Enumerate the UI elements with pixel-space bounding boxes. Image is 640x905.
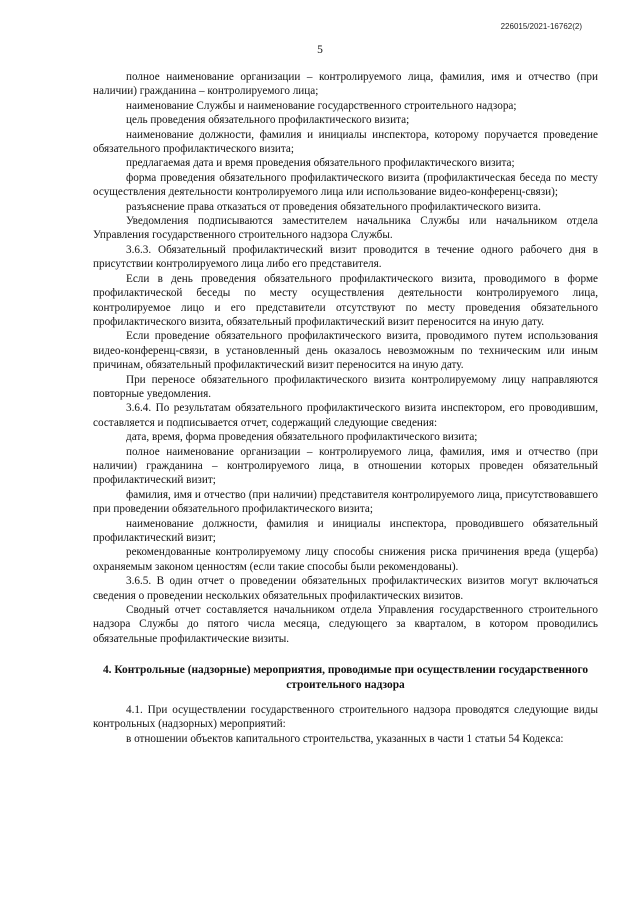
paragraph: разъяснение права отказаться от проведения обязательного профилактического визита. xyxy=(126,200,541,213)
paragraph: фамилия, имя и отчество (при наличии) представителя контролируемого лица, присутствовавшего при проведении обязательного профилактического визита; xyxy=(93,488,598,516)
paragraph: Уведомления подписываются заместителем начальника Службы или начальником отдела Управления государственного строительного надзора Службы. xyxy=(93,215,598,242)
paragraph: 3.6.4. По результатам обязательного профилактического визита инспектором, его проводившим, составляется и подписывается отчет, содержащий следующие сведения: xyxy=(93,402,598,429)
paragraph: 4.1. При осуществлении государственного строительного надзора проводятся следующие виды контрольных (надзорных) мероприятий: xyxy=(93,703,598,731)
document-body xyxy=(93,70,598,746)
paragraph: Если проведение обязательного профилактического визита, проводимого путем использования видео-конференц-связи, в установленный день оказалось невозможным по техническим или иным причинам, обязательный профилактический визит переносится на иную дату. xyxy=(93,330,598,372)
paragraph: Сводный отчет составляется начальником отдела Управления государственного строительного надзора Службы до пятого числа месяца, следующего за кварталом, в котором проводились обязательные профилактические визиты. xyxy=(93,604,598,645)
paragraph: форма проведения обязательного профилактического визита (профилактическая беседа по месту осуществления деятельности контролируемого лица или использование видео-конференц-связи); xyxy=(93,171,598,199)
page-number: 5 xyxy=(317,44,323,56)
section-heading: 4. Контрольные (надзорные) мероприятия, проводимые при осуществлении государственного строительного надзора xyxy=(102,664,589,692)
paragraph: полное наименование организации – контролируемого лица, фамилия, имя и отчество (при наличии) гражданина – контролируемого лица, в отношении которых проведен обязательный профилактический визит; xyxy=(93,445,598,487)
paragraph: цель проведения обязательного профилактического визита; xyxy=(126,114,410,127)
spacer xyxy=(93,646,598,651)
paragraph: 3.6.3. Обязательный профилактический визит проводится в течение одного рабочего дня в присутствии контролируемого лица либо его представителя. xyxy=(93,243,598,271)
paragraph: При переносе обязательного профилактического визита контролируемому лицу направляются повторные уведомления. xyxy=(93,373,598,400)
paragraph: Если в день проведения обязательного профилактического визита, проводимого в форме профилактической беседы по месту осуществления деятельности контролируемого лица, контролируемое лицо и его представители отсутствуют по месту проведения обязательного профилактического визита, обязательный профилактический визит переносится на иную дату. xyxy=(93,272,598,328)
paragraph: наименование должности, фамилия и инициалы инспектора, которому поручается проведение обязательного профилактического визита; xyxy=(93,128,598,156)
paragraph: в отношении объектов капитального строительства, указанных в части 1 статьи 54 Кодекса: xyxy=(126,732,564,745)
paragraph: полное наименование организации – контролируемого лица, фамилия, имя и отчество (при наличии) гражданина – контролируемого лица; xyxy=(93,71,598,98)
paragraph: 3.6.5. В один отчет о проведении обязательных профилактических визитов могут включаться сведения о проведении нескольких обязательных профилактических визитов. xyxy=(93,575,598,602)
paragraph: наименование должности, фамилия и инициалы инспектора, проводившего обязательный профилактический визит; xyxy=(93,517,598,544)
paragraph: предлагаемая дата и время проведения обязательного профилактического визита; xyxy=(126,157,515,170)
document-registration-number: 226015/2021-16762(2) xyxy=(500,22,582,31)
paragraph: наименование Службы и наименование государственного строительного надзора; xyxy=(126,99,517,112)
paragraph: рекомендованные контролируемому лицу способы снижения риска причинения вреда (ущерба) охраняемым законом ценностям (если такие способы были рекомендованы). xyxy=(93,546,598,573)
paragraph: дата, время, форма проведения обязательного профилактического визита; xyxy=(126,431,478,444)
